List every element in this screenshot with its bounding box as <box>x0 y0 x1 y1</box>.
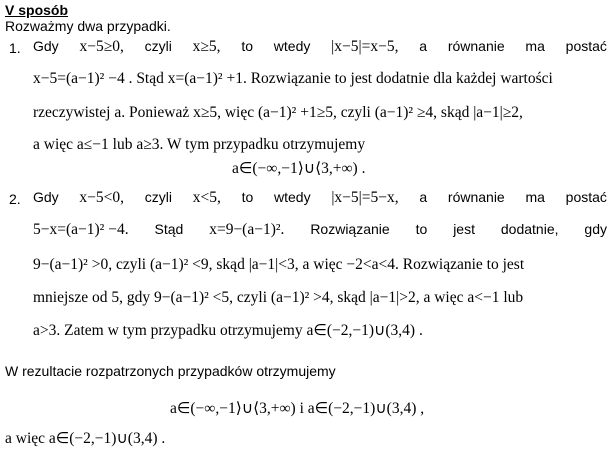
case1-line2: x−5=(a−1)² −4 . Stąd x=(a−1)² +1. Rozwiązanie to jest dodatnie dla każdej wartości <box>33 70 553 87</box>
word: jest <box>453 221 475 237</box>
word: gdy <box>584 221 607 237</box>
word: ma <box>525 189 545 205</box>
case2-number: 2. <box>9 191 21 207</box>
case1-number: 1. <box>9 40 21 56</box>
word: to <box>241 38 253 54</box>
case1-line1 <box>33 39 607 55</box>
math: |x−5|=x−5, <box>331 38 399 55</box>
conclusion: a więc a∈(−2,−1)∪(3,4) . <box>5 430 166 447</box>
math: x<5, <box>192 189 221 206</box>
word: Gdy <box>33 189 59 205</box>
case2-line2 <box>33 222 607 238</box>
word: postać <box>565 38 607 54</box>
word: czyli <box>144 38 172 54</box>
word: a <box>419 189 428 205</box>
case2-line5: a>3. Zatem w tym przypadku otrzymujemy a∈(−2,−1)∪(3,4) . <box>33 322 423 339</box>
word: to <box>241 189 254 205</box>
word: dodatnie, <box>500 221 559 237</box>
case1-line3: rzeczywistej a. Ponieważ x≥5, więc (a−1)² +1≥5, czyli (a−1)² ≥4, skąd |a−1|≥2, <box>33 104 523 121</box>
math: x−5≥0, <box>79 38 124 55</box>
case2-line1 <box>33 190 607 206</box>
math: x≥5, <box>192 38 221 55</box>
case1-result: a∈(−∞,−1⟩∪⟨3,+∞) . <box>232 160 366 177</box>
word: wtedy <box>273 38 311 54</box>
word: czyli <box>144 189 172 205</box>
result-formula: a∈(−∞,−1⟩∪⟨3,+∞) i a∈(−2,−1)∪(3,4) , <box>170 400 425 417</box>
case2-line4: mniejsze od 5, gdy 9−(a−1)² <5, czyli (a−1)² >4, skąd |a−1|>2, a więc a<−1 lub <box>33 289 524 306</box>
section-title: V sposób <box>5 2 69 18</box>
case2-line3: 9−(a−1)² >0, czyli (a−1)² <9, skąd |a−1|<3, a więc −2<a<4. Rozwiązanie to jest <box>33 256 525 273</box>
word: to <box>415 221 428 237</box>
math: 5−x=(a−1)² −4. <box>33 221 129 238</box>
math: |x−5|=5−x, <box>331 189 399 206</box>
word: Gdy <box>33 38 59 54</box>
word: a <box>419 38 428 54</box>
word: równanie <box>447 38 505 54</box>
math: x−5<0, <box>79 189 125 206</box>
intro-text: Rozważmy dwa przypadki. <box>5 18 171 34</box>
word: Stąd <box>154 221 184 237</box>
result-intro: W rezultacie rozpatrzonych przypadków otrzymujemy <box>5 363 336 379</box>
word: postać <box>565 189 607 205</box>
word: wtedy <box>274 189 311 205</box>
case1-line4: a więc a≤−1 lub a≥3. W tym przypadku otrzymujemy <box>33 136 366 153</box>
word: Rozwiązanie <box>310 221 390 237</box>
math: x=9−(a−1)². <box>209 221 285 238</box>
word: równanie <box>447 189 505 205</box>
word: ma <box>525 38 545 54</box>
